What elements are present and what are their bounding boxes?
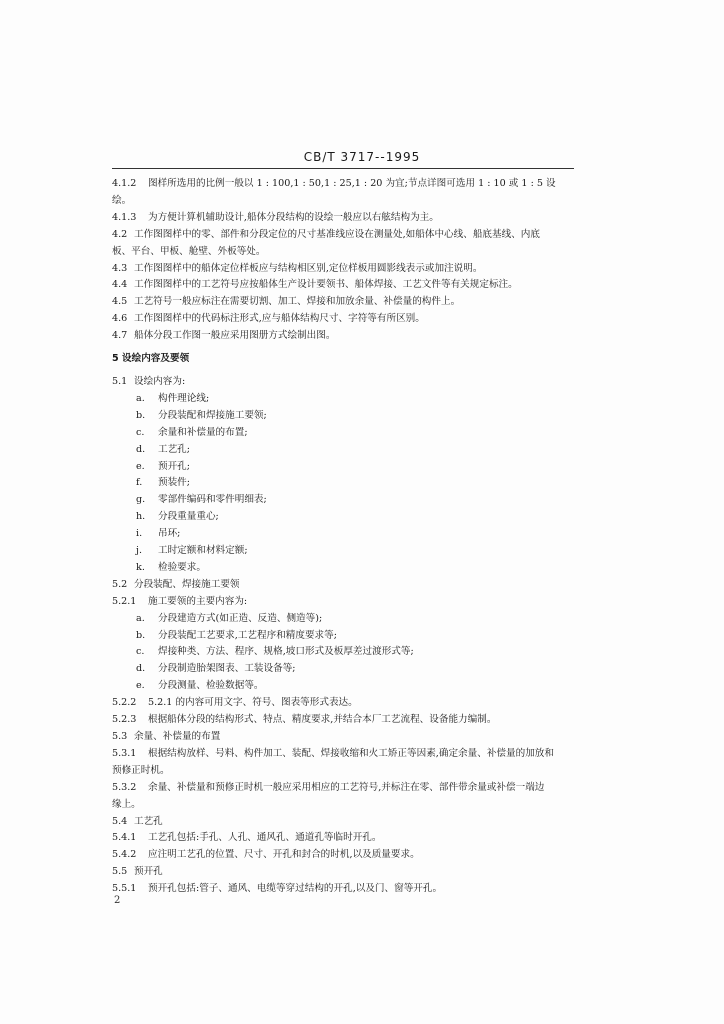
list-item: i. 吊环;: [136, 528, 181, 540]
clause-number: 5.3.1: [112, 747, 137, 759]
list-item: j. 工时定额和材料定额;: [136, 545, 248, 557]
clause-text: 工艺孔包括:手孔、人孔、通风孔、通道孔等临时开孔。: [148, 832, 382, 844]
clause-number: 4.7: [112, 330, 128, 342]
clause-5-2-3: [112, 712, 582, 729]
clause-text: 为方便计算机辅助设计,船体分段结构的设绘一般应以右舷结构为主。: [148, 211, 439, 223]
clause-text-cont: 缘上。: [112, 798, 141, 810]
clause-number: 4.4: [112, 279, 128, 291]
clause-text: 5.2.1 的内容可用文字、符号、图表等形式表达。: [148, 697, 358, 709]
clause-text: 预开孔包括:管子、通风、电缆等穿过结构的开孔,以及门、窗等开孔。: [148, 883, 443, 895]
clause-number: 4.3: [112, 262, 128, 274]
clause-number: 5.2.3: [112, 714, 137, 726]
clause-text: 设绘内容为:: [134, 375, 186, 387]
clause-5-5-1: [112, 881, 582, 898]
clause-text: 工艺孔: [134, 815, 163, 827]
list-5-2-1: [112, 611, 582, 696]
clause-number: 5.3.2: [112, 781, 137, 793]
list-item: g. 零部件编码和零件明细表;: [136, 494, 267, 506]
clause-text-cont: 板、平台、甲板、舱壁、外板等处。: [112, 245, 266, 257]
clause-4-1-3: [112, 210, 582, 227]
list-item: h. 分段重量重心;: [136, 511, 219, 523]
clause-5-3-1: [112, 746, 582, 780]
clause-text: 根据船体分段的结构形式、特点、精度要求,并结合本厂工艺流程、设备能力编制。: [148, 714, 497, 726]
list-item: b. 分段装配和焊接施工要领;: [136, 409, 267, 421]
clause-text-cont: 预修正时机。: [112, 764, 170, 776]
clause-5-5: [112, 864, 582, 881]
clause-number: 4.1.2: [112, 178, 137, 189]
clause-number: 5.5.1: [112, 883, 137, 895]
clause-text-cont: 绘。: [112, 194, 132, 206]
clause-4-5: [112, 294, 582, 311]
clause-number: 5.3: [112, 731, 128, 742]
list-item: e. 预开孔;: [136, 460, 191, 472]
standard-code-header: CB/T 3717--1995: [303, 150, 421, 164]
clause-5-1: [112, 374, 582, 577]
clause-number: 5.4: [112, 815, 128, 827]
list-item: k. 检验要求。: [136, 561, 206, 573]
clause-4-3: [112, 261, 582, 278]
list-item: a. 构件理论线;: [136, 392, 210, 404]
list-item: d. 工艺孔;: [136, 443, 191, 455]
clause-text: 预开孔: [134, 866, 163, 878]
clause-number: 5.5: [112, 866, 128, 878]
list-item: e. 分段测量、检验数据等。: [136, 680, 264, 692]
clause-text: 工艺符号一般应标注在需要切割、加工、焊接和加放余量、补偿量的构件上。: [134, 296, 461, 308]
clause-text: 施工要领的主要内容为:: [148, 595, 248, 607]
clause-5-4-1: [112, 830, 582, 847]
clause-number: 5.2: [112, 578, 128, 590]
list-item: f. 预装件;: [136, 477, 191, 489]
header-divider: [112, 168, 574, 169]
clause-5-2: [112, 577, 582, 594]
page-number: 2: [114, 895, 121, 906]
clause-4-7: [112, 328, 582, 345]
clause-5-2-2: [112, 695, 582, 712]
clause-5-2-1: [112, 594, 582, 695]
clause-number: 4.6: [112, 313, 128, 325]
clause-4-2: [112, 227, 582, 261]
clause-text: 工作图图样中的代码标注形式,应与船体结构尺寸、字符等有所区别。: [134, 313, 425, 325]
clause-4-1-2: [112, 176, 582, 210]
clause-text: 工作图图样中的工艺符号应按船体生产设计要领书、船体焊接、工艺文件等有关规定标注。: [134, 279, 518, 291]
list-item: c. 焊接种类、方法、程序、规格,坡口形式及板厚差过渡形式等;: [136, 646, 414, 658]
section-5-heading: 5 设绘内容及要领: [112, 353, 190, 365]
clause-text: 船体分段工作图一般应采用图册方式绘制出图。: [134, 330, 336, 342]
clause-text: 图样所选用的比例一般以 1 : 100,1 : 50,1 : 25,1 : 20 为宜;节点详图可选用 1 : 10 或 1 : 5 设: [148, 178, 556, 189]
clause-text: 根据结构放样、号料、构件加工、装配、焊接收缩和火工矫正等因素,确定余量、补偿量的加放和: [148, 747, 554, 759]
clause-text: 余量、补偿量和预修正时机一般应采用相应的工艺符号,并标注在零、部件带余量或补偿一端边: [148, 781, 545, 793]
clause-number: 4.1.3: [112, 211, 137, 223]
clause-5-3: [112, 729, 582, 746]
list-5-1: [112, 391, 582, 577]
clause-number: 5.4.1: [112, 832, 137, 844]
clause-number: 5.2.1: [112, 595, 137, 607]
clause-4-6: [112, 311, 582, 328]
clause-text: 应注明工艺孔的位置、尺寸、开孔和封合的时机,以及质量要求。: [148, 849, 420, 861]
clause-5-4: [112, 814, 582, 831]
list-item: b. 分段装配工艺要求,工艺程序和精度要求等;: [136, 629, 337, 641]
document-body: [112, 176, 582, 898]
clause-number: 4.2: [112, 228, 128, 240]
clause-text: 工作图图样中的船体定位样板应与结构相区别,定位样板用圆影线表示或加注说明。: [134, 262, 483, 274]
clause-text: 工作图图样中的零、部件和分段定位的尺寸基准线应设在测量处,如船体中心线、船底基线、内底: [134, 228, 540, 240]
clause-number: 5.2.2: [112, 697, 137, 709]
clause-text: 分段装配、焊接施工要领: [134, 578, 240, 590]
clause-text: 余量、补偿量的布置: [134, 731, 221, 742]
clause-5-4-2: [112, 847, 582, 864]
list-item: d. 分段制造胎架图表、工装设备等;: [136, 663, 296, 675]
clause-number: 5.1: [112, 375, 128, 387]
clause-4-4: [112, 277, 582, 294]
clause-number: 5.4.2: [112, 849, 137, 861]
clause-number: 4.5: [112, 296, 128, 308]
list-item: c. 余量和补偿量的布置;: [136, 426, 248, 438]
list-item: a. 分段建造方式(如正造、反造、侧造等);: [136, 612, 323, 624]
clause-5-3-2: [112, 780, 582, 814]
